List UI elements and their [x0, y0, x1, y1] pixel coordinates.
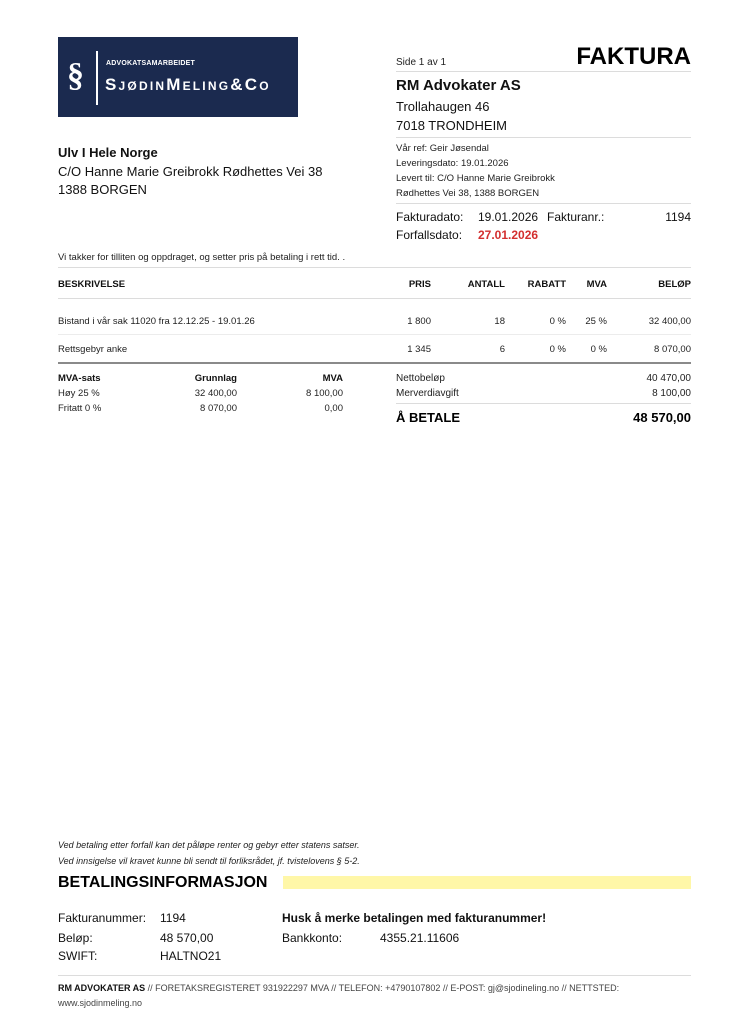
company-logo — [58, 37, 298, 117]
page-indicator: Side 1 av 1 — [396, 57, 447, 68]
footer-company-info — [58, 983, 698, 993]
col-discount: RABATT — [527, 279, 566, 290]
divider — [58, 267, 691, 268]
item-description: Rettsgebyr anke — [58, 344, 128, 355]
footer-company: RM ADVOKATER AS — [58, 983, 146, 993]
sender-city: 7018 TRONDHEIM — [396, 118, 508, 133]
invoice-number: 1194 — [665, 210, 691, 224]
item-price: 1 345 — [407, 344, 431, 355]
sender-street: Trollahaugen 46 — [396, 99, 490, 114]
vat-rate-header: MVA-sats — [58, 373, 101, 384]
item-description: Bistand i vår sak 11020 fra 12.12.25 - 19.01.26 — [58, 316, 255, 327]
item-quantity: 18 — [494, 316, 505, 327]
item-amount: 32 400,00 — [648, 316, 691, 327]
amount: 48 570,00 — [160, 931, 214, 945]
col-vat: MVA — [586, 279, 607, 290]
invoice-date-label: Fakturadato: — [396, 210, 464, 224]
vat-amount-header: MVA — [322, 373, 343, 384]
invoice-date: 19.01.2026 — [478, 210, 539, 224]
bank-account: 4355.21.11606 — [380, 931, 460, 945]
divider — [396, 403, 691, 404]
document-title: FAKTURA — [576, 43, 691, 70]
item-vat: 25 % — [585, 316, 607, 327]
item-quantity: 6 — [499, 344, 505, 355]
item-amount: 8 070,00 — [654, 344, 691, 355]
delivery-date: Leveringsdato: 19.01.2026 — [396, 158, 509, 169]
vat-base: 8 070,00 — [200, 403, 237, 414]
amount-due-label: Å BETALE — [396, 410, 461, 425]
col-price: PRIS — [408, 279, 431, 290]
vat-base: 32 400,00 — [194, 388, 237, 399]
payment-reminder: Husk å merke betalingen med fakturanummer! — [282, 911, 547, 925]
delivered-to: Levert til: C/O Hanne Marie Greibrokk — [396, 173, 555, 184]
due-date: 27.01.2026 — [478, 228, 539, 242]
payment-info-title: BETALINGSINFORMASJON — [58, 874, 268, 891]
highlight-bar — [283, 876, 691, 889]
table-bottom-rule — [58, 362, 691, 364]
vat-rate: Fritatt 0 % — [58, 403, 102, 414]
footer-website[interactable]: www.sjodinmeling.no — [58, 998, 143, 1008]
divider — [58, 298, 691, 299]
swift-label: SWIFT: — [58, 949, 98, 963]
divider — [396, 71, 691, 72]
vat-base-header: Grunnlag — [194, 373, 237, 384]
recipient-city: 1388 BORGEN — [58, 182, 147, 197]
due-date-label: Forfallsdato: — [396, 228, 463, 242]
col-amount: BELØP — [658, 279, 691, 290]
vat-amount: 0,00 — [324, 403, 343, 414]
vat-total-label: Merverdiavgift — [396, 388, 459, 399]
invoice-number: 1194 — [160, 911, 186, 925]
vat-rate: Høy 25 % — [58, 388, 100, 399]
swift-code: HALTNO21 — [160, 949, 222, 963]
net-amount: 40 470,00 — [646, 373, 691, 384]
vat-amount: 8 100,00 — [306, 388, 343, 399]
late-payment-note: Ved betaling etter forfall kan det påløpe renter og gebyr etter statens satser. — [58, 840, 360, 850]
logo-name: SjødinMeling&Co — [105, 75, 271, 94]
recipient-address: C/O Hanne Marie Greibrokk Rødhettes Vei 38 — [58, 164, 323, 179]
item-discount: 0 % — [549, 316, 566, 327]
logo-subtitle: ADVOKATSAMARBEIDET — [106, 60, 196, 67]
vat-total: 8 100,00 — [652, 388, 691, 399]
col-description: BESKRIVELSE — [58, 279, 126, 290]
thank-you-message: Vi takker for tilliten og oppdraget, og setter pris på betaling i rett tid. . — [58, 252, 346, 263]
net-amount-label: Nettobeløp — [396, 373, 445, 384]
footer-details: // FORETAKSREGISTERET 931922297 MVA // TELEFON: +4790107802 // E-POST: gj@sjodineling.no // NETTSTED: — [145, 983, 620, 993]
item-vat: 0 % — [590, 344, 607, 355]
divider — [58, 334, 691, 335]
divider — [396, 203, 691, 204]
delivered-address: Rødhettes Vei 38, 1388 BORGEN — [396, 188, 540, 199]
item-discount: 0 % — [549, 344, 566, 355]
paragraph-icon: § — [67, 57, 84, 94]
recipient-name: Ulv I Hele Norge — [58, 145, 158, 160]
objection-note: Ved innsigelse vil kravet kunne bli sendt til forliksrådet, jf. tvistelovens § 5-2. — [58, 856, 360, 866]
our-reference: Vår ref: Geir Jøsendal — [396, 143, 489, 154]
bank-account-label: Bankkonto: — [282, 931, 343, 945]
sender-name: RM Advokater AS — [396, 77, 521, 94]
item-price: 1 800 — [407, 316, 431, 327]
amount-due: 48 570,00 — [633, 410, 691, 425]
col-quantity: ANTALL — [467, 279, 505, 290]
amount-label: Beløp: — [58, 931, 93, 945]
invoice-number-label: Fakturanr.: — [547, 210, 605, 224]
divider — [58, 975, 691, 976]
divider — [396, 137, 691, 138]
invoice-number-label: Fakturanummer: — [58, 911, 147, 925]
logo-divider — [96, 51, 98, 105]
